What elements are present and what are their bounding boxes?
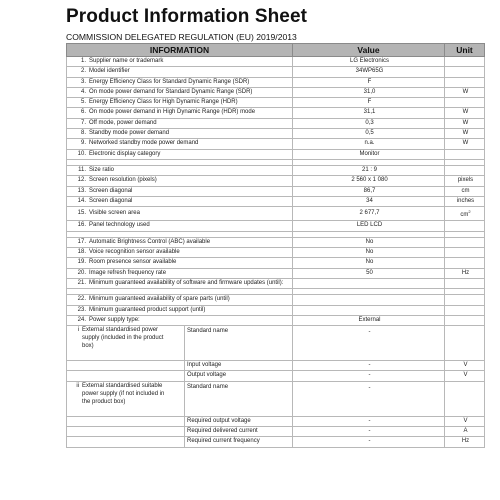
row-value (293, 278, 445, 288)
row-number: 22. (77, 296, 86, 303)
power-supply-info-split (67, 326, 292, 360)
row-number: 19. (77, 259, 86, 266)
power-supply-unit: V (445, 361, 485, 371)
row-label: Visible screen area (89, 210, 140, 217)
row-label: Image refresh frequency rate (89, 269, 167, 276)
row-label: Standby mode power demand (89, 130, 170, 137)
power-supply-roman-index: ii (76, 382, 79, 389)
row-unit-text: pixels (457, 177, 474, 184)
power-supply-info-split (67, 437, 292, 446)
row-unit (445, 295, 485, 305)
row-unit-text: W (462, 119, 469, 126)
row-value: LG Electronics (293, 57, 445, 67)
power-supply-type-description (67, 382, 185, 416)
power-supply-info-cell (67, 437, 293, 447)
row-value: 31,0 (293, 87, 445, 97)
row-label: Automatic Brightness Control (ABC) available (89, 238, 211, 245)
table-row (67, 196, 485, 206)
row-unit (445, 221, 485, 231)
row-unit (445, 315, 485, 325)
power-supply-row (67, 381, 485, 416)
row-information-cell (67, 278, 293, 288)
row-value: Monitor (293, 149, 445, 159)
power-supply-roman-index: i (77, 327, 79, 334)
row-information-cell (67, 295, 293, 305)
row-label: Size ratio (89, 166, 115, 173)
row-unit (445, 248, 485, 258)
power-supply-info-cell (67, 427, 293, 437)
power-supply-value: - (293, 437, 445, 447)
row-information-cell (67, 129, 293, 139)
row-number: 15. (77, 210, 86, 217)
row-number: 21. (77, 279, 86, 286)
row-unit (445, 108, 485, 118)
row-unit (445, 87, 485, 97)
power-supply-info-cell (67, 381, 293, 416)
row-number: 9. (80, 140, 86, 147)
row-unit (445, 305, 485, 315)
row-unit-text: W (462, 109, 469, 116)
table-row (67, 186, 485, 196)
power-supply-unit: V (445, 371, 485, 381)
row-label: Off mode, power demand (89, 119, 157, 126)
row-number: 11. (78, 166, 86, 173)
power-supply-type-description (67, 326, 185, 360)
column-header-value: Value (293, 44, 445, 57)
row-value: 50 (293, 268, 445, 278)
row-label: Power supply type: (89, 316, 140, 323)
power-supply-type-description (67, 361, 185, 370)
column-header-unit: Unit (445, 44, 485, 57)
row-unit (445, 186, 485, 196)
power-supply-value: - (293, 326, 445, 361)
row-unit (445, 129, 485, 139)
table-row (67, 98, 485, 108)
power-supply-description-text: External standardised suitable power supply (if not included in the product box) (82, 382, 165, 405)
row-information-cell (67, 149, 293, 159)
row-value: n.a. (293, 139, 445, 149)
power-supply-row (67, 361, 485, 371)
table-row (67, 207, 485, 221)
row-label: Screen diagonal (89, 197, 133, 204)
row-label: Electronic display category (89, 150, 161, 157)
row-unit (445, 258, 485, 268)
row-unit (445, 118, 485, 128)
power-supply-parameter-label: Standard name (187, 328, 229, 335)
row-label: Energy Efficiency Class for Standard Dynamic Range (SDR) (89, 78, 250, 85)
row-information-cell (67, 237, 293, 247)
row-information-cell (67, 165, 293, 175)
row-value: F (293, 77, 445, 87)
row-unit-superscript: 2 (468, 209, 471, 215)
power-supply-value: - (293, 361, 445, 371)
power-supply-type-description (67, 417, 185, 426)
row-unit-text: inches (456, 197, 475, 204)
row-number: 14. (77, 197, 86, 204)
row-number: 20. (77, 269, 86, 276)
row-information-cell (67, 77, 293, 87)
row-information-cell (67, 176, 293, 186)
row-value: 34WP65G (293, 67, 445, 77)
row-unit (445, 149, 485, 159)
power-supply-row (67, 326, 485, 361)
row-information-cell (67, 98, 293, 108)
row-label: On mode power demand in High Dynamic Range (HDR) mode (89, 109, 256, 116)
power-supply-parameter-label: Required output voltage (187, 417, 251, 424)
power-supply-info-split (67, 427, 292, 436)
row-value: 31,1 (293, 108, 445, 118)
table-row (67, 129, 485, 139)
row-number: 4. (80, 88, 86, 95)
row-information-cell (67, 186, 293, 196)
table-row (67, 57, 485, 67)
row-label: Supplier name or trademark (89, 58, 164, 64)
power-supply-info-cell (67, 371, 293, 381)
row-value: 0,3 (293, 118, 445, 128)
row-unit-text: W (462, 130, 469, 137)
row-unit (445, 196, 485, 206)
row-information-cell (67, 248, 293, 258)
row-number: 23. (77, 306, 86, 313)
power-supply-row (67, 437, 485, 447)
row-label: On mode power demand for Standard Dynamic Range (SDR) (89, 88, 253, 95)
table-row (67, 87, 485, 97)
row-label: Minimum guaranteed availability of software and firmware updates (until): (89, 279, 284, 286)
power-supply-info-split (67, 361, 292, 370)
row-unit-text: cm (460, 212, 469, 219)
row-value: No (293, 248, 445, 258)
row-number: 6. (80, 109, 86, 116)
power-supply-value: - (293, 427, 445, 437)
table-row (67, 165, 485, 175)
table-row (67, 237, 485, 247)
row-number: 2. (80, 68, 86, 75)
row-label: Screen diagonal (89, 187, 133, 194)
power-supply-row (67, 427, 485, 437)
row-information-cell (67, 57, 293, 67)
row-unit (445, 268, 485, 278)
table-row (67, 278, 485, 288)
row-unit-text: W (462, 88, 469, 95)
row-information-cell (67, 196, 293, 206)
row-unit (445, 67, 485, 77)
table-row (67, 118, 485, 128)
power-supply-type-description (67, 371, 185, 380)
row-number: 8. (80, 130, 86, 137)
row-label: Panel technology used (89, 222, 150, 229)
power-supply-unit (445, 326, 485, 361)
row-value: 2 560 x 1 080 (293, 176, 445, 186)
power-supply-parameter-label: Required delivered current (187, 428, 258, 435)
power-supply-unit (445, 381, 485, 416)
row-value: 0,5 (293, 129, 445, 139)
power-supply-unit: A (445, 427, 485, 437)
table-row (67, 258, 485, 268)
row-unit (445, 139, 485, 149)
table-row (67, 108, 485, 118)
power-supply-parameter-label: Output voltage (187, 372, 227, 379)
table-row (67, 149, 485, 159)
power-supply-parameter-label: Input voltage (187, 362, 222, 369)
row-unit (445, 57, 485, 67)
row-number: 18. (77, 249, 86, 256)
row-number: 10. (77, 150, 86, 157)
power-supply-row (67, 371, 485, 381)
table-row (67, 315, 485, 325)
row-unit (445, 77, 485, 87)
table-row (67, 77, 485, 87)
table-row (67, 295, 485, 305)
table-row (67, 305, 485, 315)
table-row (67, 248, 485, 258)
table-row (67, 139, 485, 149)
row-label: Voice recognition sensor available (89, 249, 180, 256)
table-row (67, 268, 485, 278)
power-supply-info-cell (67, 416, 293, 426)
row-unit-text: Hz (461, 269, 470, 276)
row-label: Networked standby mode power demand (89, 140, 199, 147)
power-supply-parameter-label: Required current frequency (187, 438, 260, 445)
row-unit (445, 278, 485, 288)
table-body (67, 57, 485, 448)
row-label: Screen resolution (pixels) (89, 177, 157, 184)
row-value (293, 295, 445, 305)
row-unit-text: cm (461, 187, 470, 194)
row-label: Model identifier (89, 68, 130, 75)
row-label: Energy Efficiency Class for High Dynamic Range (HDR) (89, 99, 238, 106)
row-label: Minimum guaranteed product support (until) (89, 306, 206, 313)
row-value: 21 : 9 (293, 165, 445, 175)
power-supply-info-split (67, 382, 292, 416)
row-value: No (293, 258, 445, 268)
row-information-cell (67, 139, 293, 149)
regulation-subtitle: COMMISSION DELEGATED REGULATION (EU) 2019/2013 (66, 32, 297, 42)
row-unit-text: W (462, 140, 469, 147)
power-supply-value: - (293, 381, 445, 416)
table-row (67, 176, 485, 186)
row-value: 34 (293, 196, 445, 206)
power-supply-info-cell (67, 326, 293, 361)
row-value: 2 677,7 (293, 207, 445, 221)
column-header-information: INFORMATION (67, 44, 293, 57)
power-supply-row (67, 416, 485, 426)
row-number: 16. (77, 222, 86, 229)
row-information-cell (67, 118, 293, 128)
power-supply-type-description (67, 427, 185, 436)
row-unit (445, 98, 485, 108)
row-value: External (293, 315, 445, 325)
row-number: 5. (80, 99, 86, 106)
power-supply-unit: Hz (445, 437, 485, 447)
table-row (67, 221, 485, 231)
row-number: 13. (77, 187, 86, 194)
row-number: 12. (77, 177, 86, 184)
row-number: 1. (80, 58, 86, 64)
power-supply-unit: V (445, 416, 485, 426)
power-supply-type-description (67, 437, 185, 446)
row-value: LED LCD (293, 221, 445, 231)
row-information-cell (67, 207, 293, 221)
row-information-cell (67, 258, 293, 268)
row-value: No (293, 237, 445, 247)
row-information-cell (67, 305, 293, 315)
row-information-cell (67, 315, 293, 325)
row-number: 3. (80, 78, 86, 85)
row-label: Room presence sensor available (89, 259, 177, 266)
power-supply-value: - (293, 371, 445, 381)
power-supply-info-split (67, 371, 292, 380)
row-information-cell (67, 67, 293, 77)
row-number: 7. (80, 119, 86, 126)
row-number: 24. (77, 316, 86, 323)
table-row (67, 67, 485, 77)
power-supply-parameter-label: Standard name (187, 383, 229, 390)
power-supply-value: - (293, 416, 445, 426)
table-header-row (67, 44, 485, 57)
row-information-cell (67, 221, 293, 231)
page-title: Product Information Sheet (66, 6, 308, 27)
row-value: F (293, 98, 445, 108)
row-information-cell (67, 87, 293, 97)
power-supply-description-text: External standardised power supply (included in the product box) (82, 327, 164, 350)
power-supply-info-cell (67, 361, 293, 371)
row-number: 17. (77, 238, 86, 245)
row-unit (445, 165, 485, 175)
row-unit (445, 176, 485, 186)
row-unit (445, 237, 485, 247)
row-value (293, 305, 445, 315)
row-label: Minimum guaranteed availability of spare parts (until) (89, 296, 230, 303)
row-information-cell (67, 108, 293, 118)
row-value: 86,7 (293, 186, 445, 196)
row-unit (445, 207, 485, 221)
row-information-cell (67, 268, 293, 278)
information-table (66, 43, 485, 448)
power-supply-info-split (67, 417, 292, 426)
